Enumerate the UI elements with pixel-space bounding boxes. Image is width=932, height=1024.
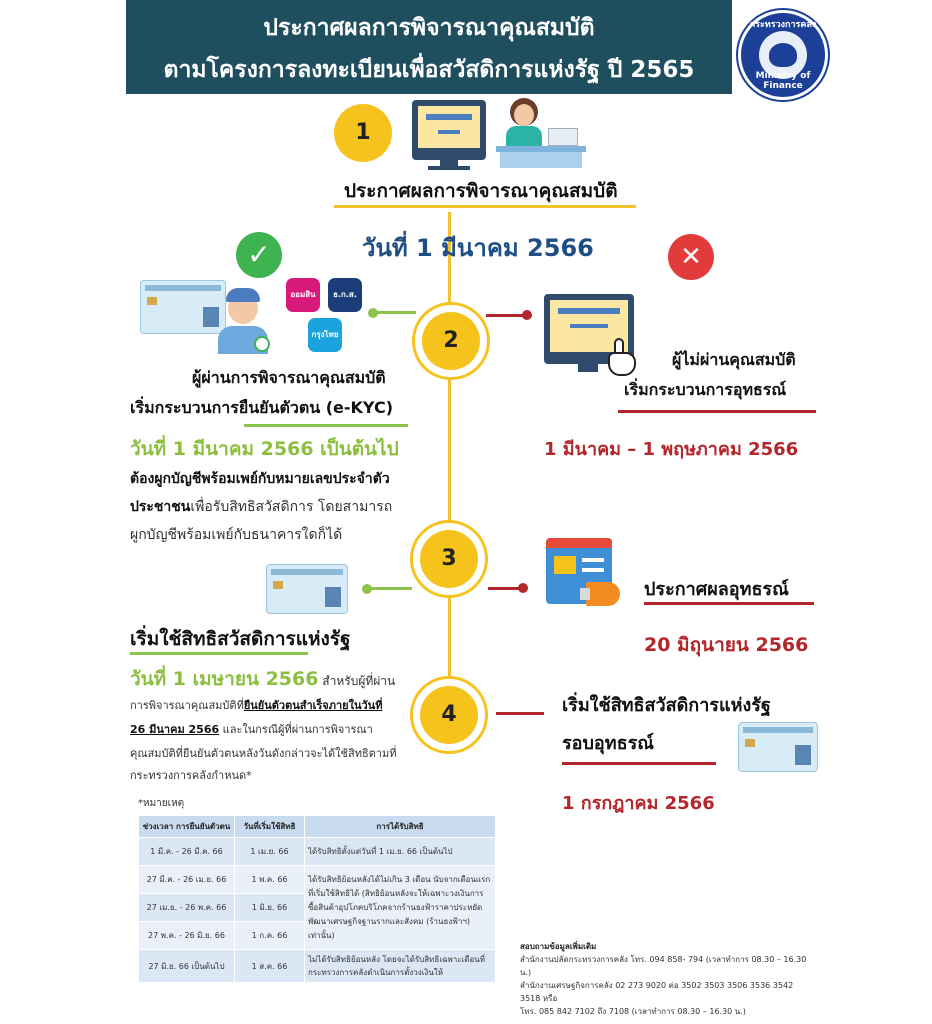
step-3-left-body-2b: ยืนยันตัวตนสำเร็จภายในวันที่	[243, 699, 383, 712]
note-row-period: 27 พ.ค. - 26 มิ.ย. 66	[139, 922, 235, 950]
contact-info	[520, 940, 810, 1018]
step-2-pass-underline	[244, 424, 408, 427]
logo-bottom-text: Ministry of Finance	[755, 71, 811, 91]
step-3-left-title: เริ่มใช้สิทธิสวัสดิการแห่งรัฐ	[130, 628, 351, 650]
step-4-badge: 4	[420, 686, 478, 744]
ministry-logo	[738, 10, 828, 100]
table-row	[139, 950, 496, 983]
step-2-badge: 2	[422, 312, 480, 370]
step-2-ring	[412, 302, 490, 380]
step-3-left-body-2a: การพิจารณาคุณสมบัติที่	[130, 699, 244, 712]
step-3-right-date: 20 มิถุนายน 2566	[644, 634, 809, 656]
step-4-ring	[410, 676, 488, 754]
note-table-header-row	[139, 816, 496, 838]
step-2-fail-title-1: ผู้ไม่ผ่านคุณสมบัติ	[672, 350, 796, 369]
step-4-underline	[562, 762, 716, 765]
step-2-pass-title-2: เริ่มกระบวนการยืนยันตัวตน (e-KYC)	[130, 398, 393, 417]
step-2-left-connector	[372, 311, 416, 314]
face-scan-icon	[214, 288, 274, 354]
note-row-period: 27 มิ.ย. 66 เป็นต้นไป	[139, 950, 235, 983]
contact-heading: สอบถามข้อมูลเพิ่มเติม	[520, 942, 597, 951]
logo-top-text: กระทรวงการคลัง	[749, 20, 817, 30]
note-row-start: 1 มิ.ย. 66	[235, 894, 305, 922]
step-1-title: ประกาศผลการพิจารณาคุณสมบัติ	[344, 180, 618, 202]
table-row	[139, 866, 496, 894]
gsb-bank-icon: ออมสิน	[286, 278, 320, 312]
timeline-line	[448, 212, 451, 752]
check-icon: ✓	[236, 232, 282, 278]
step-4-date: 1 กรกฎาคม 2566	[562, 793, 715, 814]
note-row-rights: ได้รับสิทธิตั้งแต่วันที่ 1 เม.ย. 66 เป็นต้นไป	[305, 838, 496, 866]
step-4-title-1: เริ่มใช้สิทธิสวัสดิการแห่งรัฐ	[562, 695, 771, 716]
header-title-line2: ตามโครงการลงทะเบียนเพื่อสวัสดิการแห่งรัฐ ปี 2565	[163, 57, 695, 83]
step-2-pass-body-1: ต้องผูกบัญชีพร้อมเพย์กับหมายเลขประจำตัว	[130, 471, 390, 487]
step-3-right-connector	[488, 587, 522, 590]
step-2-fail-date: 1 มีนาคม – 1 พฤษภาคม 2566	[544, 439, 799, 460]
step-3-right-title: ประกาศผลอุทธรณ์	[644, 579, 789, 600]
step-2-right-connector	[486, 314, 526, 317]
step-1-date: วันที่ 1 มีนาคม 2566	[362, 234, 594, 262]
step-3-left-line1	[130, 664, 395, 694]
hand-cursor-icon	[604, 336, 640, 380]
step-4-id-card-icon	[738, 722, 818, 772]
note-header-rights: การได้รับสิทธิ	[305, 816, 496, 838]
step-3-left-body-3b: และในกรณีผู้ที่ผ่านการพิจารณา	[219, 723, 373, 736]
note-row-start: 1 ส.ค. 66	[235, 950, 305, 983]
ktb-bank-icon: กรุงไทย	[308, 318, 342, 352]
step-1-badge: 1	[334, 104, 392, 162]
officer-desk-icon	[496, 98, 586, 170]
step-3-left-line2	[130, 696, 382, 714]
computer-monitor-icon	[412, 100, 486, 160]
cross-icon: ✕	[668, 234, 714, 280]
step-4-title-2: รอบอุทธรณ์	[562, 733, 654, 754]
note-table	[138, 815, 496, 983]
note-header-period: ช่วงเวลา การยืนยันตัวตน	[139, 816, 235, 838]
step-1-underline	[334, 205, 636, 208]
step-3-left-connector	[366, 587, 412, 590]
step-3-left-body-1: สำหรับผู้ที่ผ่าน	[322, 674, 396, 688]
header-title-line1: ประกาศผลการพิจารณาคุณสมบัติ	[263, 15, 595, 41]
contact-line-1: สำนักงานปลัดกระทรวงการคลัง โทร. 094 858- 794 (เวลาทำการ 08.30 – 16.30 น.)	[520, 955, 807, 977]
announcement-megaphone-icon	[546, 538, 630, 614]
note-row-period: 27 มี.ค. - 26 เม.ย. 66	[139, 866, 235, 894]
baac-bank-icon: ธ.ก.ส.	[328, 278, 362, 312]
step-2-pass-title-1: ผู้ผ่านการพิจารณาคุณสมบัติ	[192, 368, 386, 387]
appeal-monitor-stand	[578, 364, 598, 372]
step-2-pass-body-2	[130, 496, 392, 518]
step-2-fail-underline	[618, 410, 816, 413]
step-2-pass-body-2-rest: เพื่อรับสิทธิสวัสดิการ โดยสามารถ	[190, 499, 393, 515]
header-banner	[126, 0, 732, 94]
step-3-left-body-3a: 26 มีนาคม 2566	[130, 723, 220, 736]
note-row-rights: ได้รับสิทธิย้อนหลังได้ไม่เกิน 3 เดือน นับจากเดือนแรกที่เริ่มใช้สิทธิได้ (สิทธิย้อนหลังจะให้เฉพาะวงเงินการซื้อสินค้าอุปโภคบริโภคจากร้านธงฟ้าราคาประหยัดพัฒนาเศรษฐกิจฐานรากและสังคม (ร้านธงฟ้าฯ) เท่านั้น)	[305, 866, 496, 950]
step-2-pass-date: วันที่ 1 มีนาคม 2566 เป็นต้นไป	[130, 438, 399, 460]
step-3-left-line3	[130, 720, 373, 738]
step-3-left-body-5: กระทรวงการคลังกำหนด*	[130, 769, 252, 782]
step-3-right-dot	[518, 583, 528, 593]
note-row-period: 1 มี.ค. - 26 มี.ค. 66	[139, 838, 235, 866]
note-row-start: 1 ก.ค. 66	[235, 922, 305, 950]
step-3-ring	[410, 520, 488, 598]
monitor-base	[428, 166, 470, 170]
step-3-badge: 3	[420, 530, 478, 588]
step-2-fail-title-2: เริ่มกระบวนการอุทธรณ์	[624, 380, 787, 399]
note-row-start: 1 เม.ย. 66	[235, 838, 305, 866]
step-4-right-connector	[496, 712, 544, 715]
note-row-rights: ไม่ได้รับสิทธิย้อนหลัง โดยจะได้รับสิทธิเฉพาะเดือนที่กระทรวงการคลังดำเนินการตั้งวงเงินให้	[305, 950, 496, 983]
step-3-left-body-4: คุณสมบัติที่ยืนยันตัวตนหลังวันดังกล่าวจะได้ใช้สิทธิตามที่	[130, 747, 397, 760]
note-header-start: วันที่เริ่มใช้สิทธิ	[235, 816, 305, 838]
step-3-id-card-icon	[266, 564, 348, 614]
contact-line-3: โทร. 085 842 7102 ถึง 7108 (เวลาทำการ 08.30 – 16.30 น.)	[520, 1007, 746, 1016]
step-3-left-date: วันที่ 1 เมษายน 2566	[130, 668, 319, 690]
note-row-period: 27 เม.ย. - 26 พ.ค. 66	[139, 894, 235, 922]
note-label: *หมายเหตุ	[138, 798, 185, 809]
step-2-pass-body-3: ผูกบัญชีพร้อมเพย์กับธนาคารใดก็ได้	[130, 527, 343, 543]
step-2-pass-body-2-bold: ประชาชน	[130, 499, 191, 515]
step-3-right-underline	[644, 602, 814, 605]
note-row-start: 1 พ.ค. 66	[235, 866, 305, 894]
contact-line-2: สำนักงานเศรษฐกิจการคลัง 02 273 9020 ต่อ 3502 3503 3506 3536 3542 3518 หรือ	[520, 981, 794, 1003]
step-3-left-underline	[130, 652, 308, 655]
table-row	[139, 838, 496, 866]
step-2-right-dot	[522, 310, 532, 320]
